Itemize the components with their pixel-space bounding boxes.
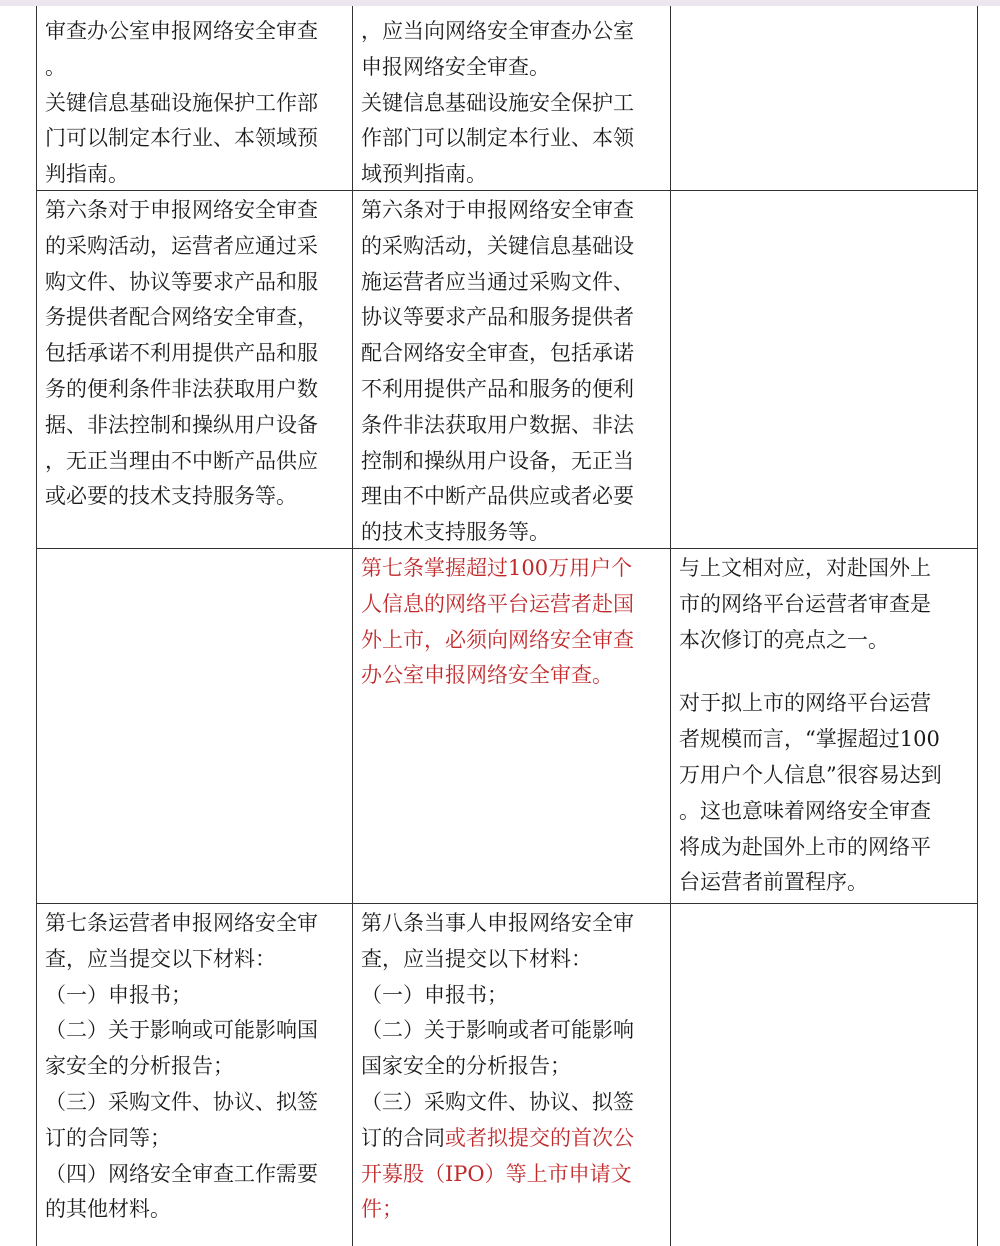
table-row-3-new-text: 第七条掌握超过100万用户个 人信息的网络平台运营者赴国 外上市，必须向网络安全审查 办公室申报网络安全审查。 <box>361 556 634 688</box>
table-row-2-old-text: 第六条对于申报网络安全审查 的采购活动，运营者应通过采 购文件、协议等要求产品和服 务提供者配合网络安全审查， 包括承诺不利用提供产品和服 务的便利条件非法获取用户数 据、非法控制和操纵用户设备 ，无正当理由不中断产品供应 或必要的技术支持服务等。 <box>45 198 318 509</box>
table-row-1-new-text: ，应当向网络安全审查办公室 申报网络安全审查。 关键信息基础设施安全保护工 作部门可以制定本行业、本领 域预判指南。 <box>361 19 634 187</box>
table-row-1-old-text: 审查办公室申报网络安全审查 。 关键信息基础设施保护工作部 门可以制定本行业、本领域预 判指南。 <box>45 19 318 187</box>
table-row-2-new-text: 第六条对于申报网络安全审查 的采购活动，关键信息基础设 施运营者应当通过采购文件、 协议等要求产品和服务提供者 配合网络安全审查，包括承诺 不利用提供产品和服务的便利 条件非法获取用户数据、非法 控制和操纵用户设备，无正当 理由不中断产品供应或者必要 的技术支持服务等。 <box>361 198 634 545</box>
table-row-4-new-text: 第八条当事人申报网络安全审 查，应当提交以下材料： （一）申报书； （二）关于影响或者可能影响 国家安全的分析报告； （三）采购文件、协议、拟签 订的合同或者拟提交的首次公 开募股（IPO）等上市申请文 件； <box>361 911 634 1222</box>
comparison-table <box>36 6 978 1246</box>
ipo-amendment-text: 或者拟提交的首次公 <box>445 1125 634 1150</box>
row-divider-3 <box>36 903 978 904</box>
table-row-4-old-text: 第七条运营者申报网络安全审 查，应当提交以下材料： （一）申报书； （二）关于影响或可能影响国 家安全的分析报告； （三）采购文件、协议、拟签 订的合同等； （四）网络安全审查工作需要 的其他材料。 <box>45 911 318 1222</box>
table-border-right <box>977 6 978 1246</box>
table-row-3-comment: 与上文相对应，对赴国外上 市的网络平台运营者审查是 本次修订的亮点之一。 对于拟上市的网络平台运营 者规模而言，“掌握超过100 万用户个人信息”很容易达到 。这也意味着网络安全审查 将成为赴国外上市的网络平 台运营者前置程序。 <box>679 556 942 895</box>
